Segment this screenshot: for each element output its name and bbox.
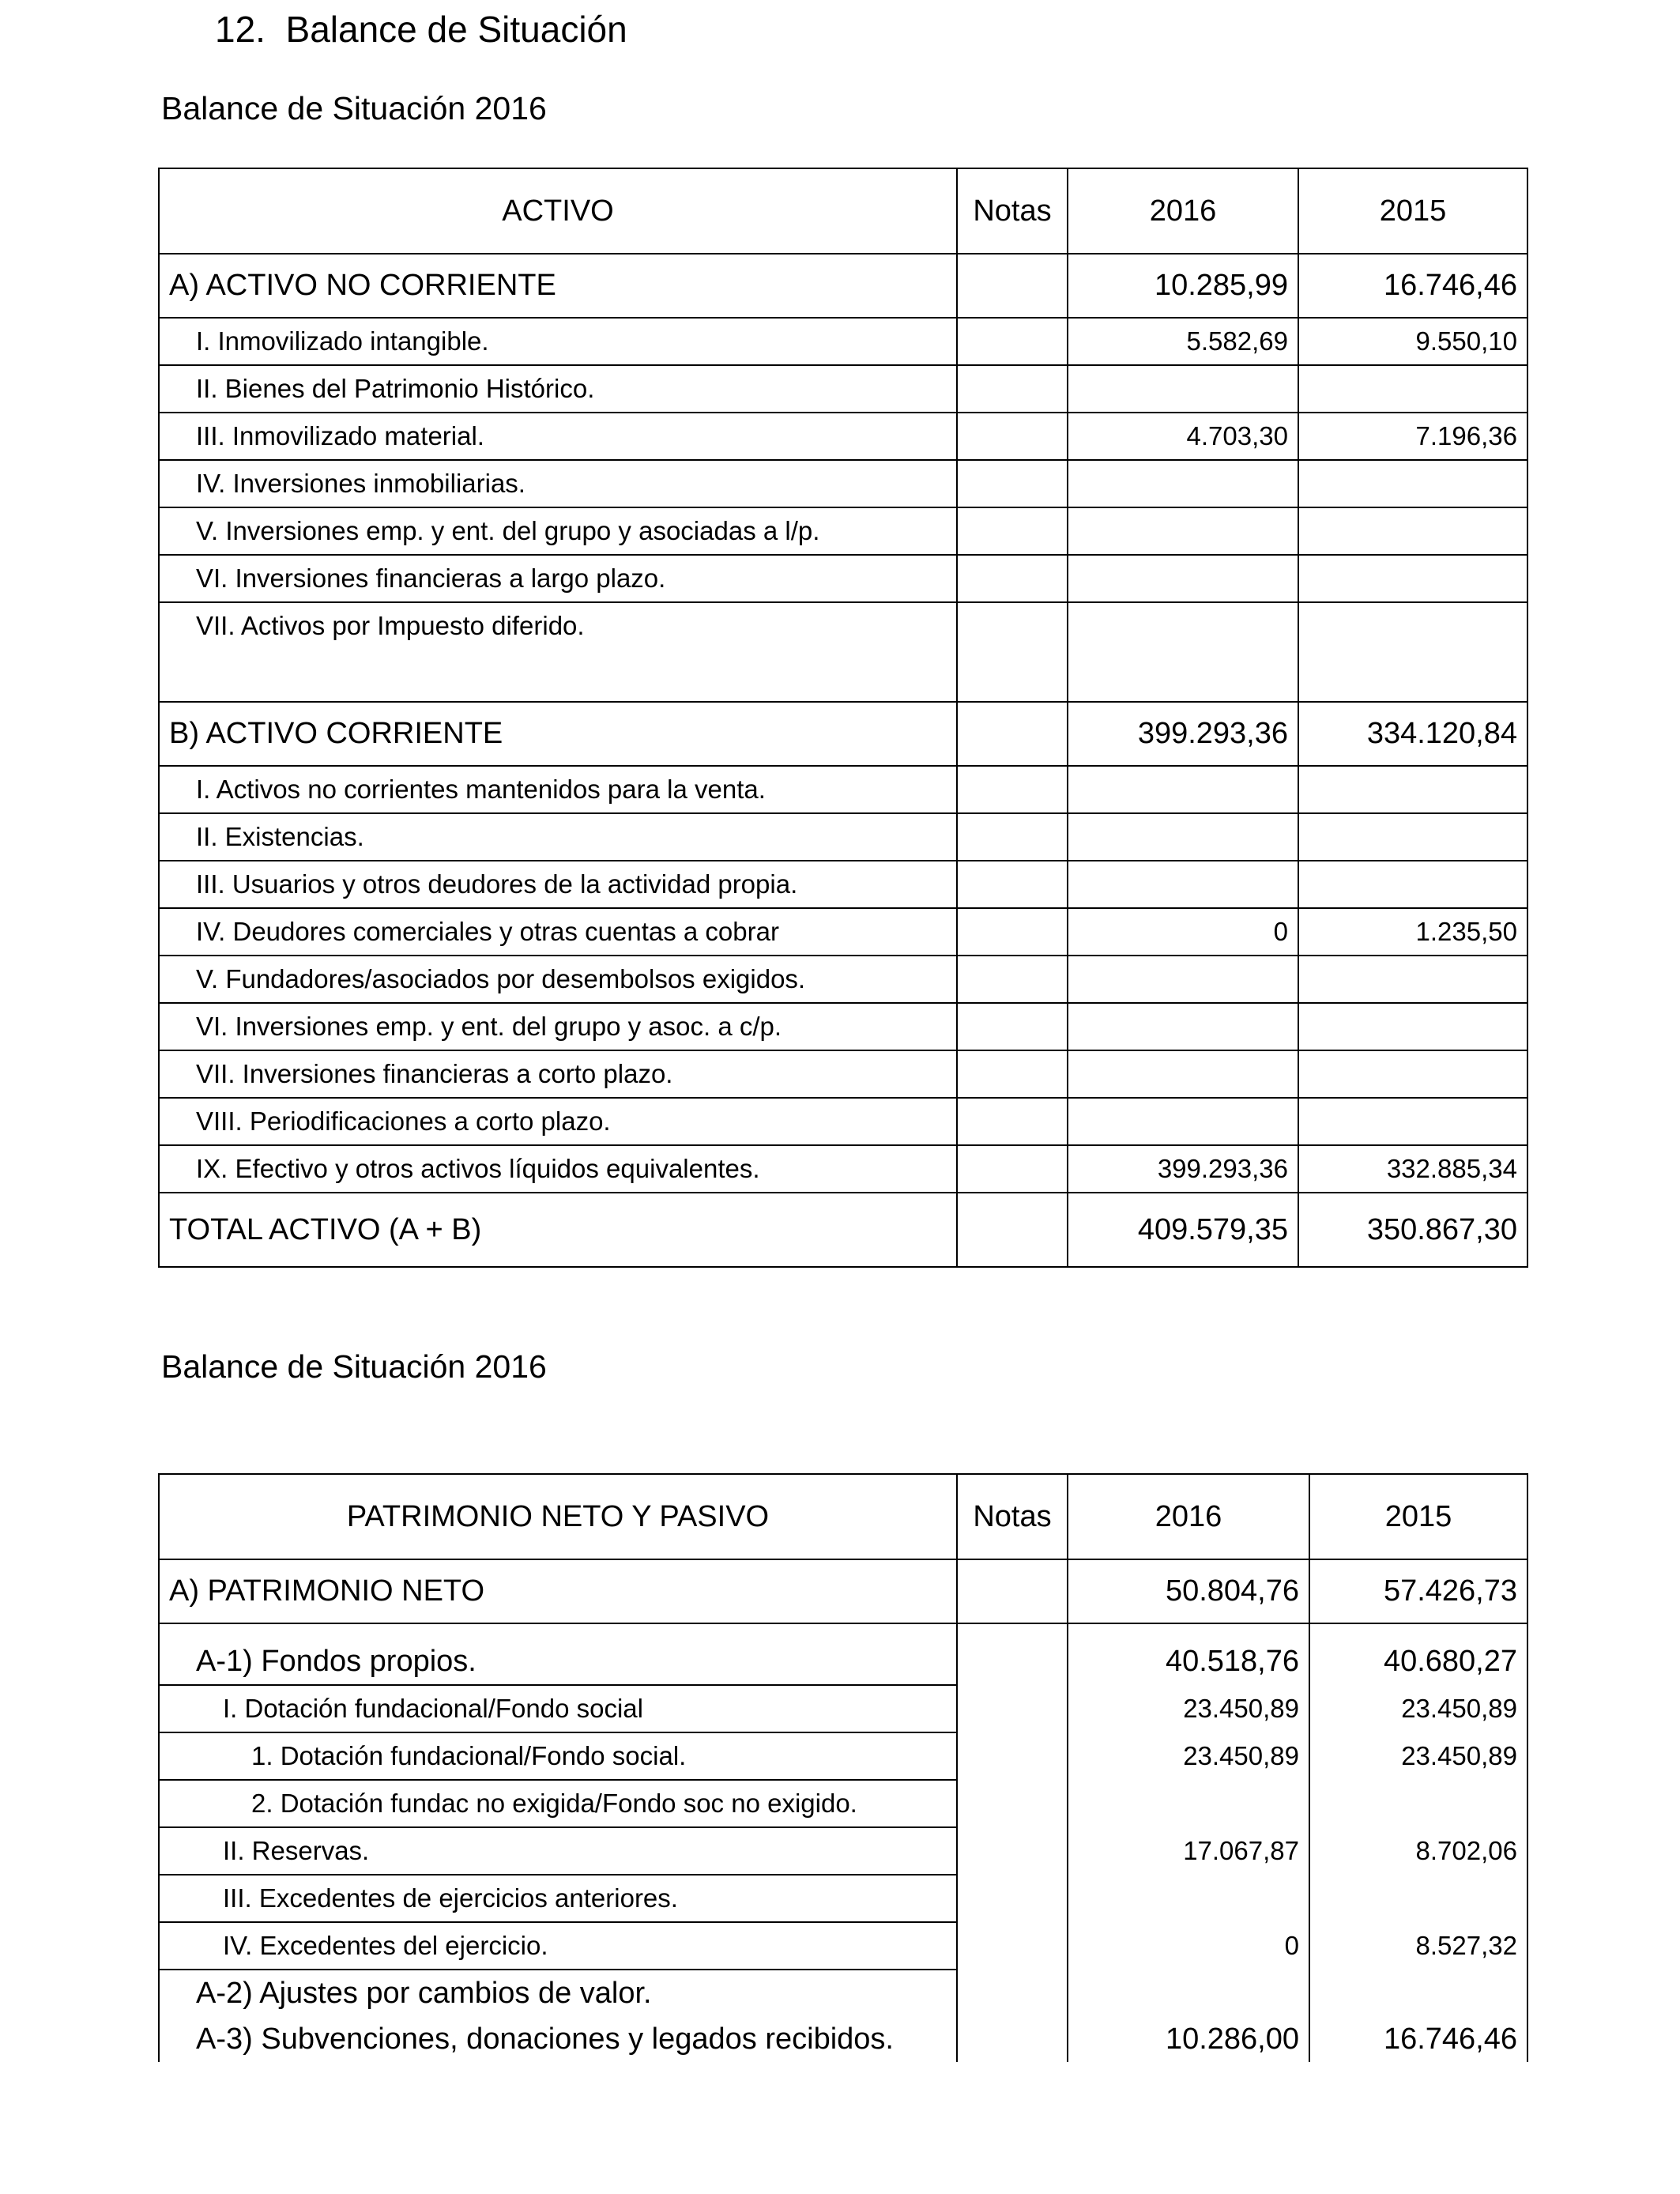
row-label: V. Fundadores/asociados por desembolsos exigidos. xyxy=(159,956,957,1003)
row-value-2015 xyxy=(1298,861,1527,908)
activo-subtitle: Balance de Situación 2016 xyxy=(161,90,547,126)
row-notas xyxy=(957,1003,1068,1050)
row-value-2016 xyxy=(1068,1050,1298,1098)
row-notas xyxy=(957,318,1068,365)
row-value-2016 xyxy=(1068,1098,1298,1145)
row-label: A-1) Fondos propios. xyxy=(159,1638,957,1685)
row-notas xyxy=(957,507,1068,555)
header-2016: 2016 xyxy=(1068,1474,1309,1559)
section-heading xyxy=(215,8,627,51)
row-label: III. Inmovilizado material. xyxy=(159,413,957,460)
row-label: IV. Inversiones inmobiliarias. xyxy=(159,460,957,507)
table-row xyxy=(159,1638,1527,1685)
row-value-2016 xyxy=(1068,1003,1298,1050)
row-notas xyxy=(957,908,1068,956)
row-label: 1. Dotación fundacional/Fondo social. xyxy=(159,1732,957,1780)
row-value-2015 xyxy=(1298,1050,1527,1098)
row-value-2016: 399.293,36 xyxy=(1068,1145,1298,1193)
row-label: VIII. Periodificaciones a corto plazo. xyxy=(159,1098,957,1145)
row-value-2016 xyxy=(1068,507,1298,555)
row-notas xyxy=(957,602,1068,702)
row-value-2016 xyxy=(1068,813,1298,861)
row-value-2015: 1.235,50 xyxy=(1298,908,1527,956)
row-value-2015: 7.196,36 xyxy=(1298,413,1527,460)
row-notas xyxy=(957,956,1068,1003)
row-label: II. Existencias. xyxy=(159,813,957,861)
row-notas xyxy=(957,1685,1068,1732)
row-value-2015 xyxy=(1298,460,1527,507)
row-notas xyxy=(957,1922,1068,1970)
table-row xyxy=(159,1050,1527,1098)
table-row xyxy=(159,318,1527,365)
row-value-2015 xyxy=(1309,1875,1527,1922)
row-notas xyxy=(957,1732,1068,1780)
row-label: 2. Dotación fundac no exigida/Fondo soc no exigido. xyxy=(159,1780,957,1827)
row-notas xyxy=(957,766,1068,813)
section-title: Balance de Situación xyxy=(285,9,627,50)
table-row xyxy=(159,254,1527,318)
table-row xyxy=(159,861,1527,908)
activo-table xyxy=(158,168,1528,1268)
row-notas xyxy=(957,413,1068,460)
table-row xyxy=(159,1685,1527,1732)
row-value-2016: 10.285,99 xyxy=(1068,254,1298,318)
row-label: A) ACTIVO NO CORRIENTE xyxy=(159,254,957,318)
pasivo-subtitle: Balance de Situación 2016 xyxy=(161,1348,547,1385)
header-2015: 2015 xyxy=(1309,1474,1527,1559)
row-value-2016: 10.286,00 xyxy=(1068,2016,1309,2062)
row-label: I. Dotación fundacional/Fondo social xyxy=(159,1685,957,1732)
row-value-2016 xyxy=(1068,1875,1309,1922)
row-label: I. Activos no corrientes mantenidos para la venta. xyxy=(159,766,957,813)
table-row xyxy=(159,702,1527,766)
table-row xyxy=(159,507,1527,555)
row-notas xyxy=(957,1145,1068,1193)
row-label: VI. Inversiones emp. y ent. del grupo y asoc. a c/p. xyxy=(159,1003,957,1050)
row-notas xyxy=(957,1638,1068,1685)
row-value-2016: 40.518,76 xyxy=(1068,1638,1309,1685)
row-value-2015: 23.450,89 xyxy=(1309,1685,1527,1732)
row-value-2015: 334.120,84 xyxy=(1298,702,1527,766)
row-value-2015: 350.867,30 xyxy=(1298,1193,1527,1267)
table-row xyxy=(159,460,1527,507)
table-row xyxy=(159,365,1527,413)
row-value-2015 xyxy=(1298,602,1527,702)
row-value-2016: 4.703,30 xyxy=(1068,413,1298,460)
header-activo: ACTIVO xyxy=(159,168,957,254)
row-value-2015 xyxy=(1298,555,1527,602)
row-notas xyxy=(957,861,1068,908)
row-value-2015: 57.426,73 xyxy=(1309,1559,1527,1623)
row-value-2016 xyxy=(1068,555,1298,602)
row-value-2016: 409.579,35 xyxy=(1068,1193,1298,1267)
row-label: IV. Excedentes del ejercicio. xyxy=(159,1922,957,1970)
row-label: V. Inversiones emp. y ent. del grupo y asociadas a l/p. xyxy=(159,507,957,555)
table-row xyxy=(159,1875,1527,1922)
row-notas xyxy=(957,1050,1068,1098)
row-label: A) PATRIMONIO NETO xyxy=(159,1559,957,1623)
row-label: VII. Inversiones financieras a corto plazo. xyxy=(159,1050,957,1098)
row-label: B) ACTIVO CORRIENTE xyxy=(159,702,957,766)
row-label: II. Reservas. xyxy=(159,1827,957,1875)
row-value-2016: 50.804,76 xyxy=(1068,1559,1309,1623)
table-row xyxy=(159,1003,1527,1050)
section-number: 12. xyxy=(215,9,266,50)
row-value-2016 xyxy=(1068,956,1298,1003)
row-notas xyxy=(957,1875,1068,1922)
row-notas xyxy=(957,813,1068,861)
row-value-2016 xyxy=(1068,460,1298,507)
row-label: A-2) Ajustes por cambios de valor. xyxy=(159,1970,957,2016)
row-value-2015 xyxy=(1298,365,1527,413)
row-value-2015: 16.746,46 xyxy=(1298,254,1527,318)
table-row xyxy=(159,413,1527,460)
table-row xyxy=(159,908,1527,956)
header-2015: 2015 xyxy=(1298,168,1527,254)
table-row xyxy=(159,1559,1527,1623)
pasivo-table xyxy=(158,1473,1528,2062)
row-value-2015 xyxy=(1298,1098,1527,1145)
table-row xyxy=(159,1827,1527,1875)
row-notas xyxy=(957,2016,1068,2062)
table-row xyxy=(159,1145,1527,1193)
row-value-2016 xyxy=(1068,365,1298,413)
row-value-2015 xyxy=(1309,1780,1527,1827)
table-row xyxy=(159,602,1527,702)
header-patrimonio: PATRIMONIO NETO Y PASIVO xyxy=(159,1474,957,1559)
row-label: VI. Inversiones financieras a largo plazo. xyxy=(159,555,957,602)
row-value-2015 xyxy=(1309,1970,1527,2016)
header-notas: Notas xyxy=(957,1474,1068,1559)
table-row xyxy=(159,766,1527,813)
row-label: I. Inmovilizado intangible. xyxy=(159,318,957,365)
row-label: TOTAL ACTIVO (A + B) xyxy=(159,1193,957,1267)
table-row xyxy=(159,2016,1527,2062)
row-notas xyxy=(957,1098,1068,1145)
table-row xyxy=(159,1098,1527,1145)
row-notas xyxy=(957,254,1068,318)
row-value-2015 xyxy=(1298,507,1527,555)
row-notas xyxy=(957,1970,1068,2016)
row-label: VII. Activos por Impuesto diferido. xyxy=(159,602,957,702)
row-notas xyxy=(957,1780,1068,1827)
row-label: IX. Efectivo y otros activos líquidos equivalentes. xyxy=(159,1145,957,1193)
table-row xyxy=(159,555,1527,602)
row-value-2015 xyxy=(1298,766,1527,813)
row-value-2015: 16.746,46 xyxy=(1309,2016,1527,2062)
row-value-2016: 0 xyxy=(1068,1922,1309,1970)
header-2016: 2016 xyxy=(1068,168,1298,254)
row-value-2016 xyxy=(1068,861,1298,908)
row-value-2015 xyxy=(1298,813,1527,861)
table-header-row xyxy=(159,168,1527,254)
table-header-row xyxy=(159,1474,1527,1559)
row-value-2016 xyxy=(1068,1780,1309,1827)
table-row xyxy=(159,1970,1527,2016)
row-notas xyxy=(957,702,1068,766)
row-notas xyxy=(957,555,1068,602)
row-notas xyxy=(957,1827,1068,1875)
row-value-2015: 332.885,34 xyxy=(1298,1145,1527,1193)
header-notas: Notas xyxy=(957,168,1068,254)
spacer-row xyxy=(159,1623,1527,1638)
row-value-2016: 399.293,36 xyxy=(1068,702,1298,766)
table-row xyxy=(159,1732,1527,1780)
row-notas xyxy=(957,1193,1068,1267)
table-row xyxy=(159,956,1527,1003)
table-row xyxy=(159,1922,1527,1970)
table-row xyxy=(159,1780,1527,1827)
row-value-2015: 40.680,27 xyxy=(1309,1638,1527,1685)
row-value-2016: 5.582,69 xyxy=(1068,318,1298,365)
row-label: III. Excedentes de ejercicios anteriores. xyxy=(159,1875,957,1922)
row-value-2015: 8.527,32 xyxy=(1309,1922,1527,1970)
row-value-2016: 17.067,87 xyxy=(1068,1827,1309,1875)
row-value-2016 xyxy=(1068,766,1298,813)
row-value-2015 xyxy=(1298,1003,1527,1050)
row-value-2015 xyxy=(1298,956,1527,1003)
row-label: II. Bienes del Patrimonio Histórico. xyxy=(159,365,957,413)
row-value-2016 xyxy=(1068,1970,1309,2016)
row-value-2016: 0 xyxy=(1068,908,1298,956)
row-label: III. Usuarios y otros deudores de la actividad propia. xyxy=(159,861,957,908)
row-value-2016: 23.450,89 xyxy=(1068,1732,1309,1780)
row-value-2015: 8.702,06 xyxy=(1309,1827,1527,1875)
row-notas xyxy=(957,460,1068,507)
table-row xyxy=(159,813,1527,861)
row-notas xyxy=(957,365,1068,413)
row-label: A-3) Subvenciones, donaciones y legados recibidos. xyxy=(159,2016,957,2062)
row-notas xyxy=(957,1559,1068,1623)
row-value-2015: 9.550,10 xyxy=(1298,318,1527,365)
row-value-2016: 23.450,89 xyxy=(1068,1685,1309,1732)
table-row xyxy=(159,1193,1527,1267)
row-value-2016 xyxy=(1068,602,1298,702)
row-value-2015: 23.450,89 xyxy=(1309,1732,1527,1780)
row-label: IV. Deudores comerciales y otras cuentas a cobrar xyxy=(159,908,957,956)
